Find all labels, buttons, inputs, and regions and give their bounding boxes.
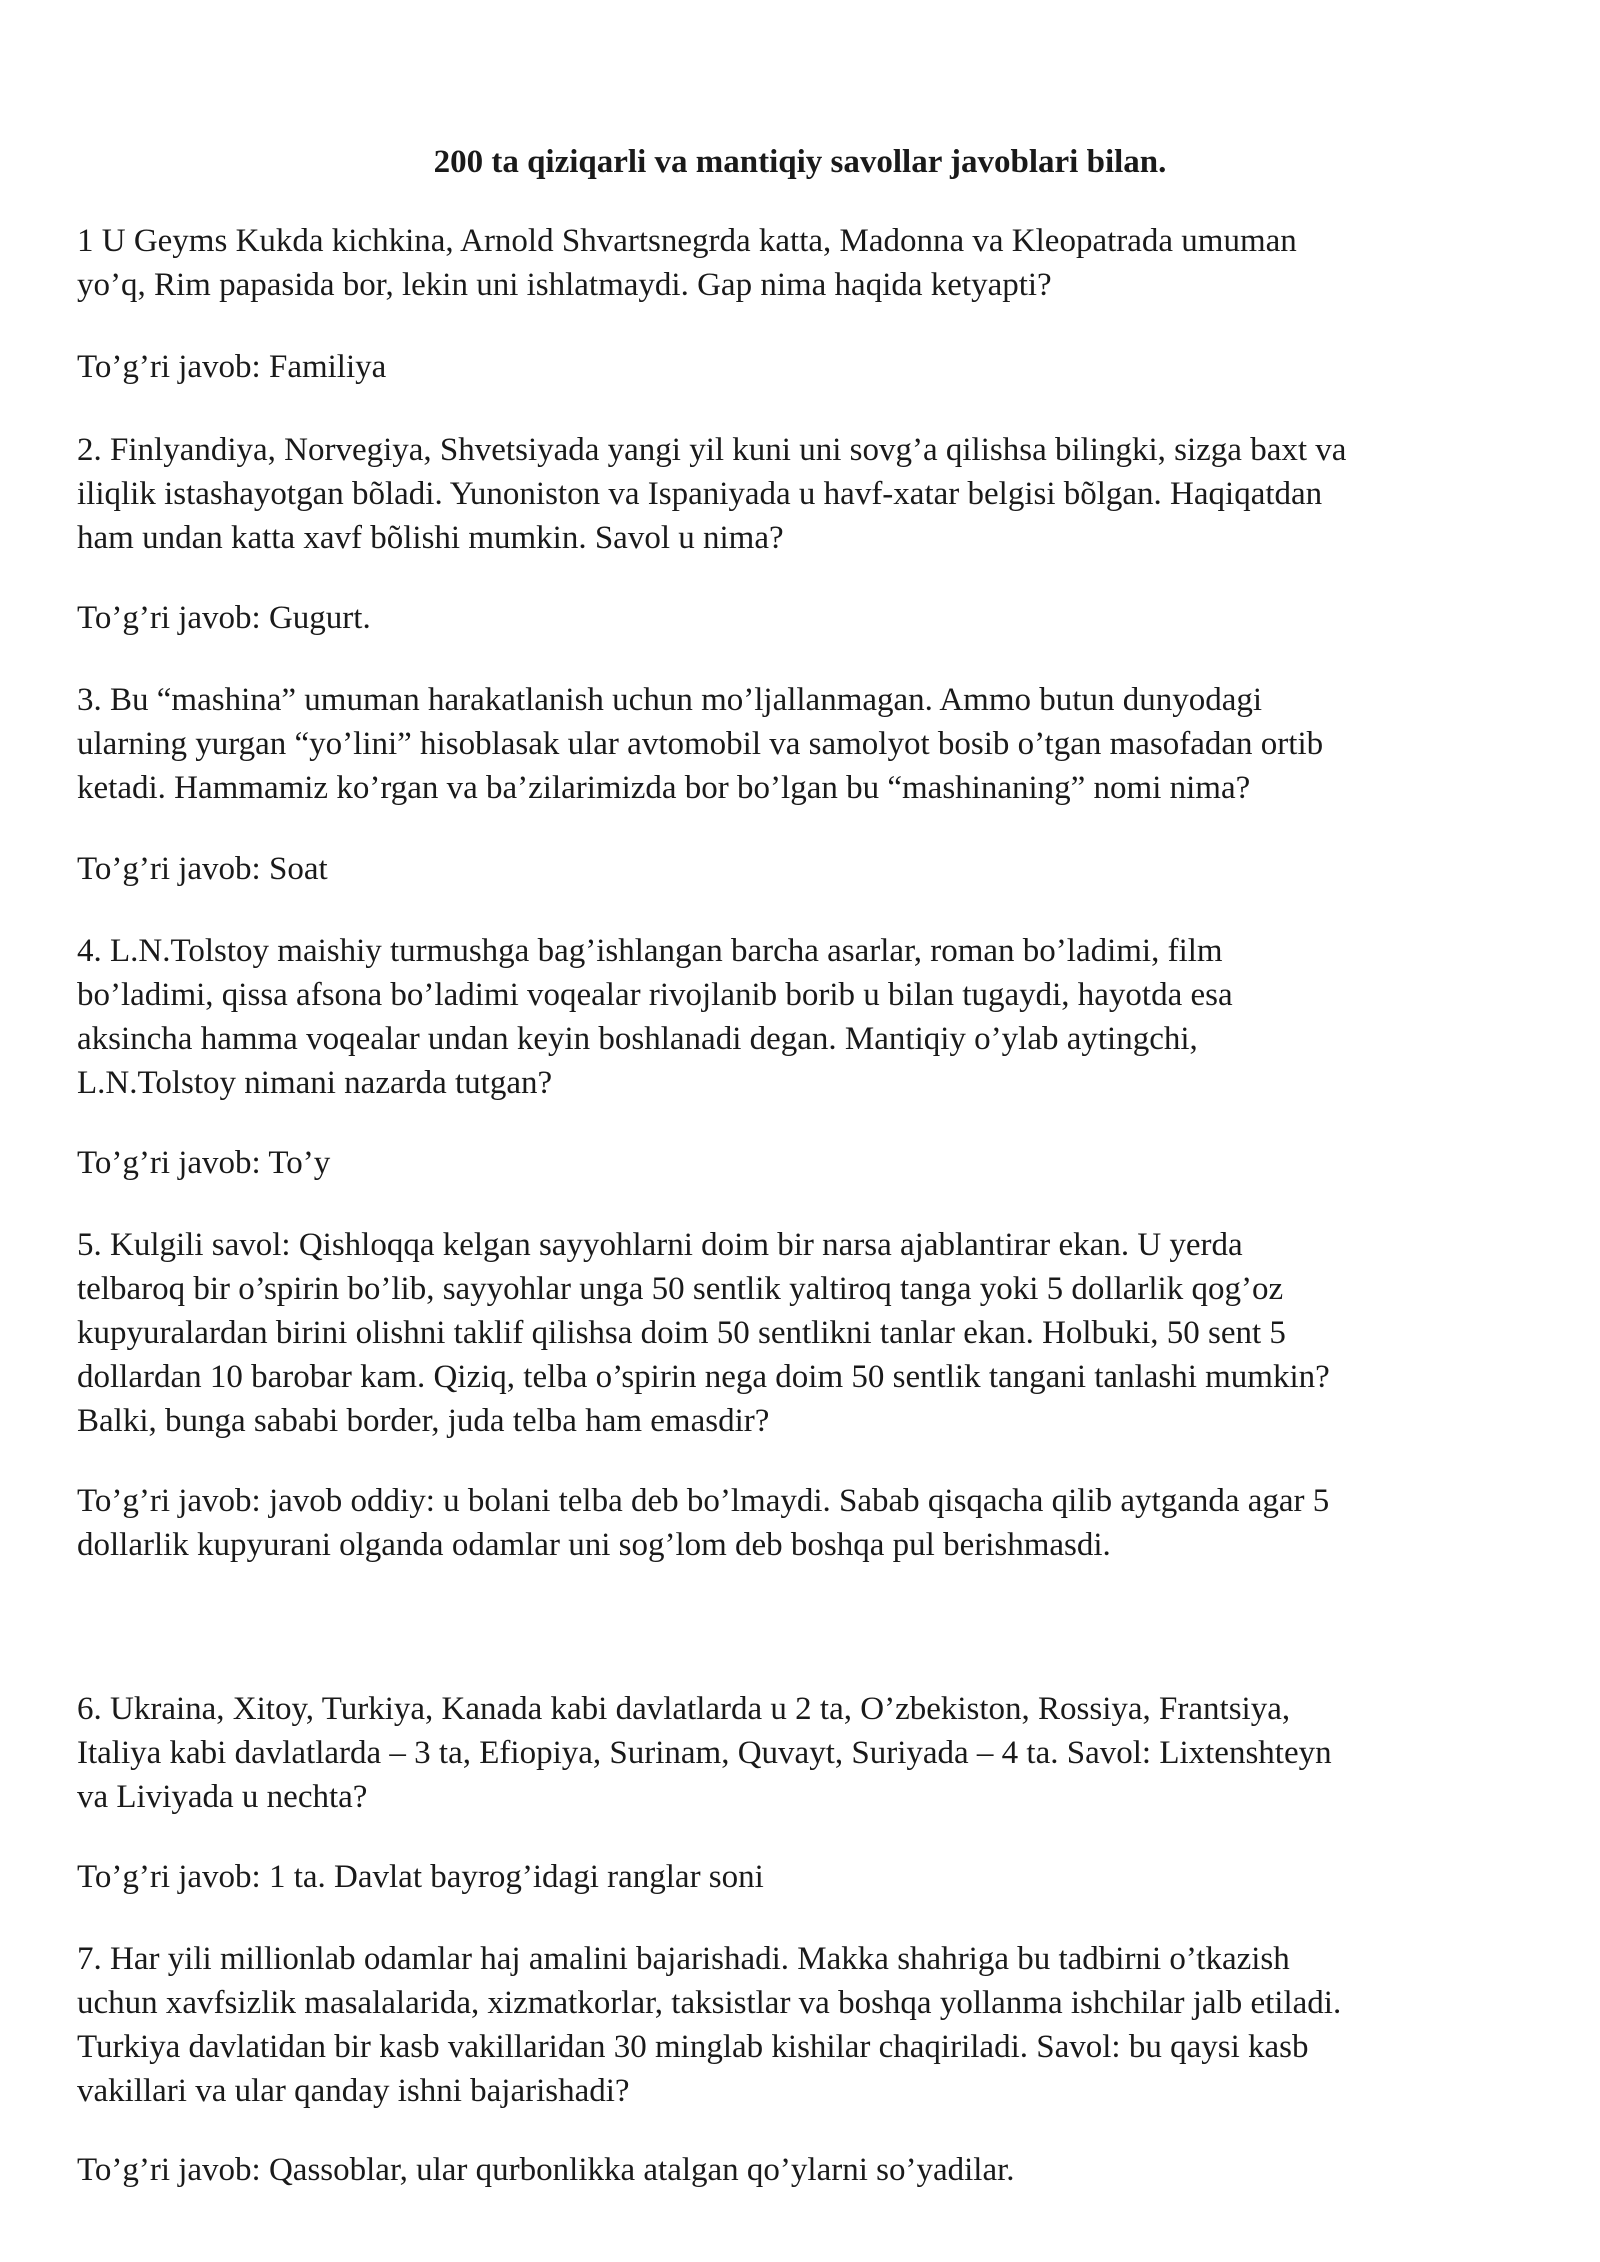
answer-4: To’g’ri javob: To’y bbox=[77, 1145, 331, 1181]
question-4: 4. L.N.Tolstoy maishiy turmushga bag’ishlangan barcha asarlar, roman bo’ladimi, film bo’ladimi, qissa afsona bo’ladimi voqealar rivojlanib borib u bilan tugaydi, hayotda esa aksincha hamma voqealar undan keyin boshlanadi degan. Mantiqiy o’ylab aytingchi, L.N.Tolstoy nimani nazarda tutgan? bbox=[77, 933, 1233, 1101]
answer-1: To’g’ri javob: Familiya bbox=[77, 349, 387, 385]
answer-2: To’g’ri javob: Gugurt. bbox=[77, 600, 371, 636]
answer-6: To’g’ri javob: 1 ta. Davlat bayrog’idagi ranglar soni bbox=[77, 1859, 764, 1895]
question-7: 7. Har yili millionlab odamlar haj amalini bajarishadi. Makka shahriga bu tadbirni o’tkazish uchun xavfsizlik masalalarida, xizmatkorlar, taksistlar va boshqa yollanma ishchilar jalb etiladi. Turkiya davlatidan bir kasb vakillaridan 30 minglab kishilar chaqiriladi. Savol: bu qaysi kasb vakillari va ular qanday ishni bajarishadi? bbox=[77, 1941, 1342, 2109]
answer-5: To’g’ri javob: javob oddiy: u bolani telba deb bo’lmaydi. Sabab qisqacha qilib aytganda agar 5 dollarlik kupyurani olganda odamlar uni sog’lom deb boshqa pul berishmasdi. bbox=[77, 1483, 1330, 1563]
question-2: 2. Finlyandiya, Norvegiya, Shvetsiyada yangi yil kuni uni sovg’a qilishsa bilingki, sizga baxt va iliqlik istashayotgan bõladi. Yunoniston va Ispaniyada u havf-xatar belgisi bõlgan. Haqiqatdan ham undan katta xavf bõlishi mumkin. Savol u nima? bbox=[77, 432, 1347, 556]
question-5: 5. Kulgili savol: Qishloqqa kelgan sayyohlarni doim bir narsa ajablantirar ekan. U yerda telbaroq bir o’spirin bo’lib, sayyohlar unga 50 sentlik yaltiroq tanga yoki 5 dollarlik qog’oz kupyuralardan birini olishni taklif qilishsa doim 50 sentlikni tanlar ekan. Holbuki, 50 sent 5 dollardan 10 barobar kam. Qiziq, telba o’spirin nega doim 50 sentlik tangani tanlashi mumkin? Balki, bunga sababi border, juda telba ham emasdir? bbox=[77, 1227, 1330, 1439]
answer-7: To’g’ri javob: Qassoblar, ular qurbonlikka atalgan qo’ylarni so’yadilar. bbox=[77, 2152, 1015, 2188]
document-title: 200 ta qiziqarli va mantiqiy savollar javoblari bilan. bbox=[433, 144, 1167, 180]
answer-3: To’g’ri javob: Soat bbox=[77, 851, 328, 887]
question-1: 1 U Geyms Kukda kichkina, Arnold Shvartsnegrda katta, Madonna va Kleopatrada umuman yo’q, Rim papasida bor, lekin uni ishlatmaydi. Gap nima haqida ketyapti? bbox=[77, 223, 1297, 303]
question-6: 6. Ukraina, Xitoy, Turkiya, Kanada kabi davlatlarda u 2 ta, O’zbekiston, Rossiya, Frantsiya, Italiya kabi davlatlarda – 3 ta, Efiopiya, Surinam, Quvayt, Suriyada – 4 ta. Savol: Lixtenshteyn va Liviyada u nechta? bbox=[77, 1691, 1332, 1815]
question-3: 3. Bu “mashina” umuman harakatlanish uchun mo’ljallanmagan. Ammo butun dunyodagi ularning yurgan “yo’lini” hisoblasak ular avtomobil va samolyot bosib o’tgan masofadan ortib ketadi. Hammamiz ko’rgan va ba’zilarimizda bor bo’lgan bu “mashinaning” nomi nima? bbox=[77, 682, 1324, 806]
